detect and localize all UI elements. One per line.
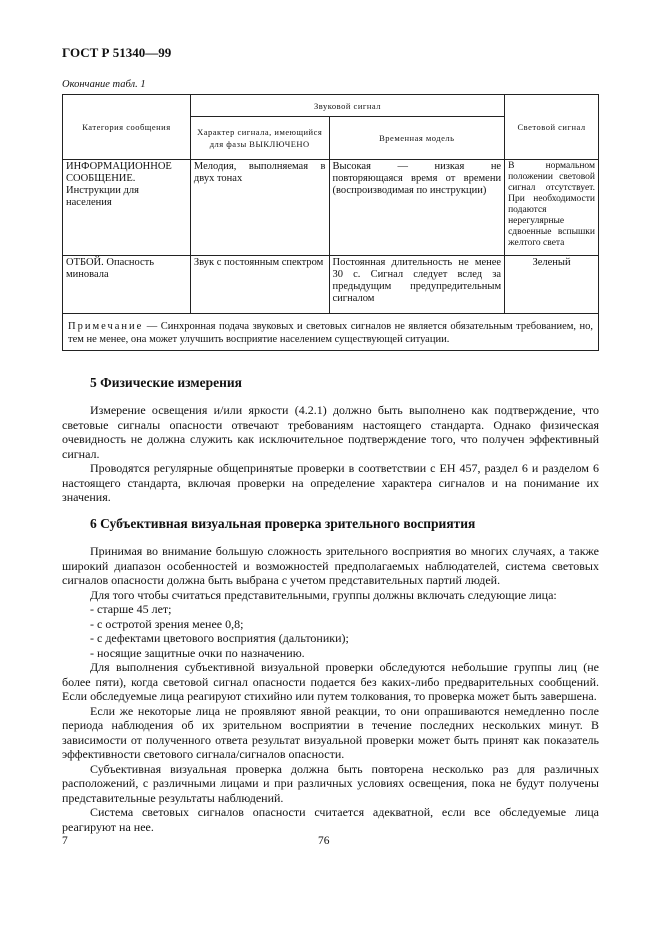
note-text: — Синхронная подача звуковых и световых сигналов не является обязательным требованием, но, тем не менее, она может улучшить восприятие населением существующей ситуации. (68, 321, 593, 345)
paragraph: Измерение освещения и/или яркости (4.2.1) должно быть выполнено как подтверждение, что световые сигналы опасности отвечают требованиям настоящего стандарта. Однако физическая очевидность не должна служить как исключительное подтверждение того, что получен эффективный сигнал. (62, 403, 599, 461)
header-light: Световой сигнал (505, 95, 599, 160)
signal-table (62, 94, 599, 351)
paragraph: Если же некоторые лица не проявляют явной реакции, то они опрашиваются немедленно после периода наблюдения об их зрительном восприятии в течение последних нескольких минут. В зависимости от полученного ответа результат визуальной проверки может быть принят как показатель эффективности светового сигнала/сигналов опасности. (62, 703, 599, 761)
paragraph: Субъективная визуальная проверка должна быть повторена несколько раз для различных расположений, с различными лицами и при различных условиях освещения, пока не будут получены представительные результаты наблюдений. (62, 761, 599, 805)
paragraph: Система световых сигналов опасности считается адекватной, если все обследуемые лица реагируют на нее. (62, 805, 599, 834)
paragraph: Для выполнения субъективной визуальной проверки обследуются небольшие группы лиц (не более пяти), когда световой сигнал опасности подается без каких-либо предварительных сообщений. Если обследуемые лица реагируют стихийно или путем толкования, то проверка может быть завершена. (62, 660, 599, 703)
cell-time-model: Постоянная длительность не менее 30 с. Сигнал следует вслед за предыдущим предупредительным сигналом (329, 256, 505, 314)
section-6-body (62, 544, 599, 834)
cell-category: ОТБОЙ. Опасность миновала (63, 256, 191, 314)
standard-number: ГОСТ Р 51340—99 (62, 45, 172, 60)
section-5-title: 5 Физические измерения (90, 375, 242, 390)
table-row (63, 160, 599, 256)
section-5-body (62, 403, 599, 505)
table-note (63, 314, 599, 351)
paragraph: Для того чтобы считаться представительными, группы должны включать следующие лица: (90, 587, 557, 602)
list-item: - старше 45 лет; (90, 602, 172, 616)
paragraph: Проводятся регулярные общепринятые проверки в соответствии с ЕН 457, раздел 6 и разделом 6 настоящего стандарта, включая проверки на определение характера сигналов и на понимание их значения. (62, 461, 599, 504)
table-caption: Окончание табл. 1 (62, 79, 146, 90)
cell-sound-character: Мелодия, выполняемая в двух тонах (190, 160, 329, 256)
list-item: - с дефектами цветового восприятия (дальтоники); (90, 631, 349, 645)
note-label: Примечание (68, 321, 144, 332)
cell-light: Зеленый (505, 256, 599, 314)
header-time-model: Временная модель (329, 117, 505, 160)
cell-category: ИНФОРМАЦИОННОЕ СООБЩЕНИЕ. Инструкции для населения (63, 160, 191, 256)
cell-time-model: Высокая — низкая не повторяющаяся время от времени (воспроизводимая по инструкции) (329, 160, 505, 256)
cell-sound-character: Звук с постоянным спектром (190, 256, 329, 314)
list-item: - с остротой зрения менее 0,8; (90, 616, 244, 631)
cell-light: В нормальном положении световой сигнал отсутствует. При необходимости подаются нерегулярные сдвоенные вспышки желтого света (505, 160, 599, 256)
paragraph: Принимая во внимание большую сложность зрительного восприятия во многих случаях, а также широкий диапазон особенностей и возможностей предполагаемых наблюдателей, система световых сигналов опасности должна быть выбрана с учетом представительных партий людей. (62, 544, 599, 587)
header-category: Категория сообщения (63, 95, 191, 160)
list-item: - носящие защитные очки по назначению. (90, 645, 305, 660)
table-row (63, 256, 599, 314)
page-number: 76 (318, 835, 330, 847)
section-6-title: 6 Субъективная визуальная проверка зрительного восприятия (90, 516, 476, 531)
header-sound: Звуковой сигнал (190, 95, 504, 117)
footer-left-number: 7 (62, 835, 68, 847)
header-sound-character: Характер сигнала, имеющийся для фазы ВЫКЛЮЧЕНО (190, 117, 329, 160)
